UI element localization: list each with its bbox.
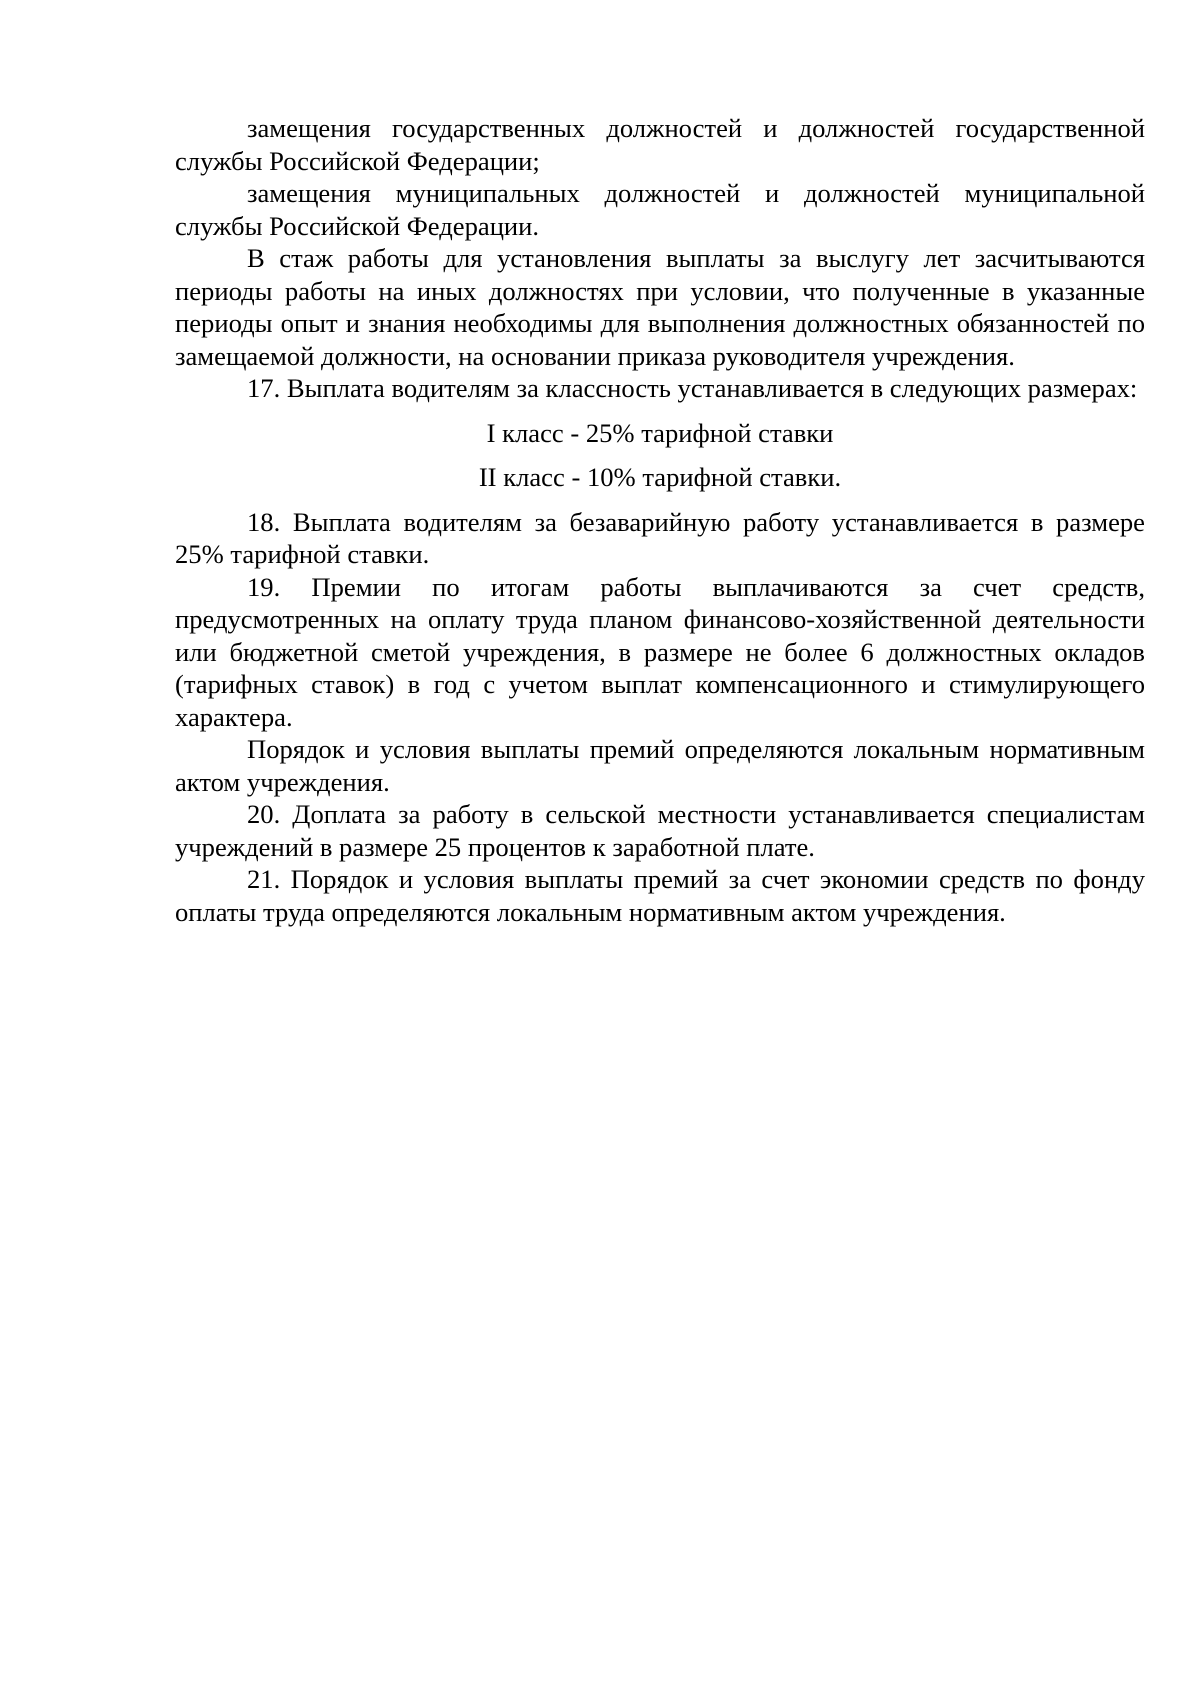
paragraph-municipal-positions: замещения муниципальных должностей и должностей муниципальной службы Российской Федерации. (175, 178, 1145, 241)
paragraph-item-17: 17. Выплата водителям за классность устанавливается в следующих размерах: (247, 373, 1138, 403)
paragraph-state-positions: замещения государственных должностей и должностей государственной службы Российской Федерации; (175, 113, 1145, 176)
paragraph-service-length: В стаж работы для установления выплаты за выслугу лет засчитываются периоды работы на иных должностях при условии, что полученные в указанные периоды опыт и знания необходимы для выполнения должностных обязанностей по замещаемой должности, на основании приказа руководителя учреждения. (175, 243, 1145, 371)
document-page (175, 112, 1145, 928)
class-rate-2: II класс - 10% тарифной ставки. (478, 462, 842, 492)
paragraph-item-21: 21. Порядок и условия выплаты премий за счет экономии средств по фонду оплаты труда определяются локальным нормативным актом учреждения. (175, 864, 1145, 927)
class-rate-1: I класс - 25% тарифной ставки (486, 417, 834, 448)
paragraph-bonus-order: Порядок и условия выплаты премий определяются локальным нормативным актом учреждения. (175, 734, 1145, 797)
paragraph-item-19: 19. Премии по итогам работы выплачиваются за счет средств, предусмотренных на оплату труда планом финансово-хозяйственной деятельности или бюджетной сметой учреждения, в размере не более 6 должностных окладов (тарифных ставок) в год с учетом выплат компенсационного и стимулирующего характера. (175, 571, 1145, 732)
paragraph-item-20: 20. Доплата за работу в сельской местности устанавливается специалистам учреждений в размере 25 процентов к заработной плате. (175, 799, 1145, 862)
paragraph-item-18: 18. Выплата водителям за безаварийную работу устанавливается в размере 25% тарифной ставки. (175, 506, 1145, 569)
